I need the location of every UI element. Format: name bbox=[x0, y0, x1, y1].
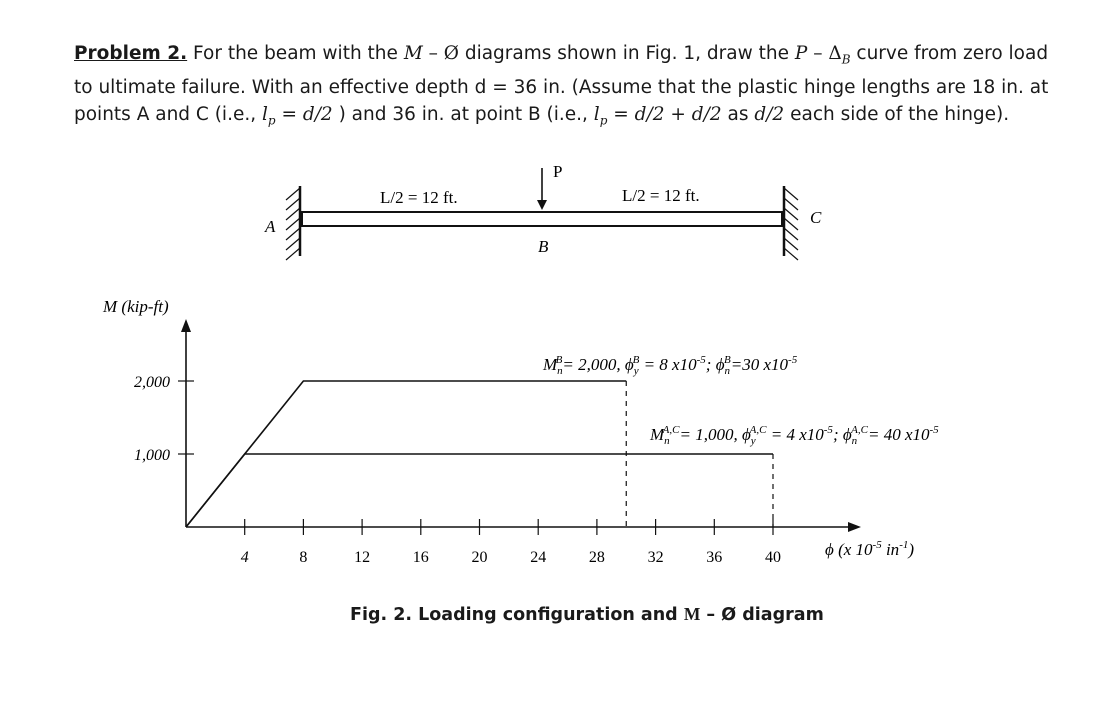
x-tick-label: 4 bbox=[240, 549, 249, 566]
x-tick-label: 12 bbox=[354, 549, 371, 566]
x-tick-label: 24 bbox=[530, 549, 547, 566]
problem-label: Problem 2. bbox=[74, 43, 188, 64]
math-m: M bbox=[403, 43, 423, 64]
math-sub-p: p bbox=[599, 113, 608, 128]
beam-figure bbox=[264, 162, 822, 260]
y-axis-label: M (kip-ft) bbox=[103, 297, 169, 316]
math-eq: = d/2 + d/2 bbox=[607, 103, 722, 125]
annotation-b: $M_nB= 2,000$, $\phi_yB = 8$ $x10^{-5}$; $\phi_nB=30$ $x10^{-5}$ bbox=[543, 354, 798, 377]
right-support-hatch bbox=[784, 188, 798, 260]
y-tick-label: 1,000 bbox=[134, 447, 170, 464]
left-support-hatch bbox=[286, 188, 300, 260]
y-tick-label: 2,000 bbox=[134, 374, 170, 391]
beam bbox=[302, 212, 782, 226]
point-a-label: A bbox=[265, 217, 276, 236]
point-c-label: C bbox=[810, 208, 822, 227]
problem-text: ) and 36 in. at point B (i.e., bbox=[332, 103, 594, 125]
x-tick-label: 32 bbox=[647, 549, 664, 566]
annotation-ac: $M_nA,C= 1,000$, $\phi_yA,C = 4$ $x10^{-5}$; $\phi_nA,C= 40$ $x10^{-5}$ bbox=[650, 424, 939, 447]
math-l: l bbox=[593, 103, 600, 125]
x-tick-label: 36 bbox=[706, 549, 723, 566]
span-right-label: L/2 = 12 ft. bbox=[622, 186, 700, 205]
m-phi-chart bbox=[102, 297, 939, 566]
math-p: P bbox=[794, 43, 808, 64]
point-b-label: B bbox=[538, 237, 549, 256]
x-tick-label: 20 bbox=[471, 549, 488, 566]
x-tick-label: 28 bbox=[588, 549, 605, 566]
y-axis-arrow bbox=[181, 319, 191, 332]
span-left-label: L/2 = 12 ft. bbox=[380, 188, 458, 207]
problem-text: curve from zero load to ultimate failure. With an effective depth d = 36 in. (Assume that the plastic hinge lengths are 18 in. at points A and C (i.e., bbox=[74, 43, 1049, 125]
math-dash: – bbox=[422, 43, 444, 64]
figure-caption: Fig. 2. Loading configuration and M – Ø diagram bbox=[350, 604, 824, 625]
math-l: l bbox=[261, 103, 268, 125]
math-delta: – Δ bbox=[807, 43, 842, 64]
x-tick-label: 16 bbox=[412, 549, 429, 566]
math-phi: Ø bbox=[443, 43, 459, 64]
problem-text: as bbox=[721, 103, 755, 125]
load-arrow-head bbox=[537, 200, 547, 210]
problem-text: diagrams shown in Fig. 1, draw the bbox=[458, 43, 795, 64]
math-sub-b: B bbox=[841, 52, 851, 67]
x-axis-label: ϕ (x $10^{-5}$ $in^{-1}$) bbox=[825, 539, 915, 559]
x-tick-label: 40 bbox=[765, 549, 781, 566]
problem-text: For the beam with the bbox=[187, 43, 404, 64]
x-ticks bbox=[241, 519, 781, 566]
math-eq: = d/2 bbox=[275, 103, 333, 125]
load-label: P bbox=[553, 162, 563, 181]
x-axis-arrow bbox=[848, 522, 861, 532]
y-ticks bbox=[134, 374, 194, 464]
problem-text: each side of the hinge). bbox=[784, 103, 1010, 125]
series-lines bbox=[186, 381, 773, 527]
math-eq: d/2 bbox=[754, 103, 785, 125]
x-tick-label: 8 bbox=[299, 549, 308, 566]
math-sub-p: p bbox=[267, 113, 276, 128]
series-line-ac bbox=[186, 454, 773, 527]
